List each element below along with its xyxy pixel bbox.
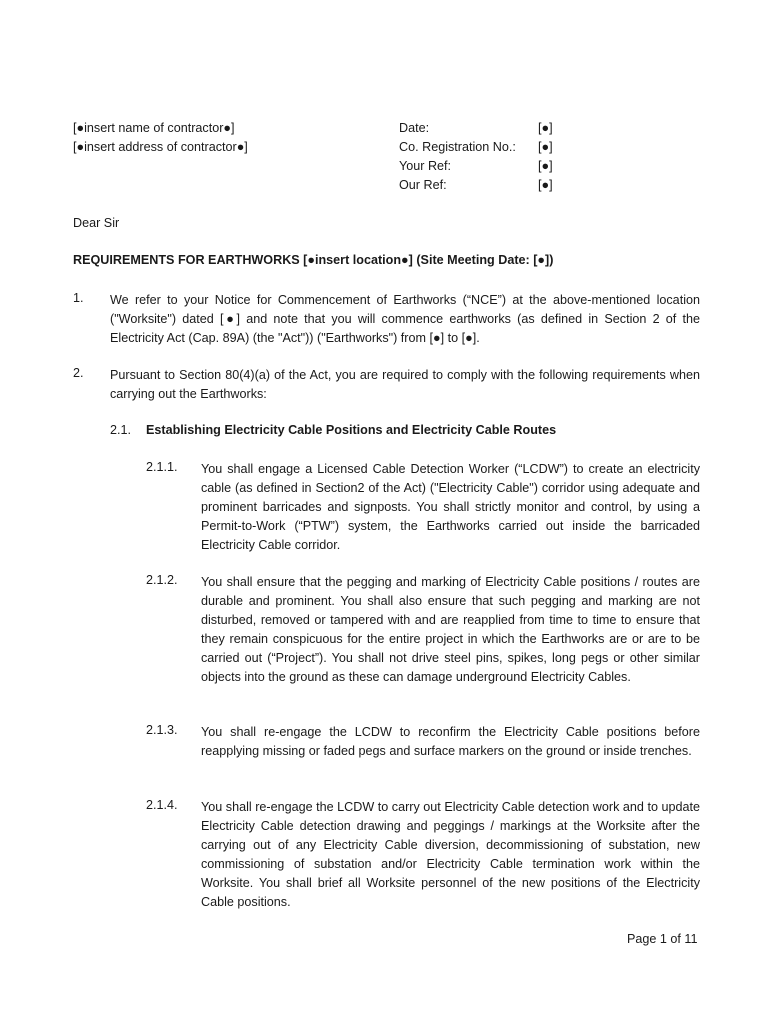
recipient-address: [●insert address of contractor●] [73,140,248,154]
date-label: Date: [399,121,430,135]
paragraph-2-number: 2. [73,366,84,380]
subparagraph-2-1-3-text: You shall re-engage the LCDW to reconfirm the Electricity Cable positions before reapplying missing or faded pegs and surface markers on the ground or inside trenches. [201,725,700,758]
subparagraph-2-1-2-number: 2.1.2. [146,573,178,587]
registration-label: Co. Registration No.: [399,140,516,154]
subject-line: REQUIREMENTS FOR EARTHWORKS [●insert location●] (Site Meeting Date: [●]) [73,253,554,267]
salutation: Dear Sir [73,216,120,230]
section-heading: Establishing Electricity Cable Positions and Electricity Cable Routes [146,423,557,437]
our-ref-label: Our Ref: [399,178,447,192]
your-ref-label: Your Ref: [399,159,452,173]
subparagraph-2-1-1-number: 2.1.1. [146,460,178,474]
subparagraph-2-1-4-number: 2.1.4. [146,798,178,812]
subparagraph-2-1-3-number: 2.1.3. [146,723,178,737]
section-number: 2.1. [110,423,132,437]
subparagraph-2-1-1-text: You shall engage a Licensed Cable Detection Worker (“LCDW”) to create an electricity cable (as defined in Section2 of the Act) ("Electricity Cable") corridor using adequate and prominent barricades and signposts. You shall strictly monitor and control, by using a Permit-to-Work (“PTW”) system, the Earthworks carried out inside the barricaded Electricity Cable corridor. [201,462,700,552]
paragraph-2-text: Pursuant to Section 80(4)(a) of the Act, you are required to comply with the following requirements when carrying out the Earthworks: [110,368,700,401]
page-number: Page 1 of 11 [627,932,698,946]
date-value: [●] [538,121,553,135]
paragraph-1-number: 1. [73,291,84,305]
subparagraph-2-1-4-text: You shall re-engage the LCDW to carry out Electricity Cable detection work and to update Electricity Cable detection drawing and peggings / markings at the Worksite after the carrying out of any Electricity Cable diversion, decommissioning of substation, new commissioning of substation and/or Electricity Cable termination work within the Worksite. You shall brief all Worksite personnel of the new positions of the Electricity Cable positions. [201,800,700,909]
paragraph-1-text: We refer to your Notice for Commencement of Earthworks (“NCE”) at the above-mentioned location ("Worksite") dated [●] and note that you will commence earthworks (as defined in Section 2 of the Electricity Act (Cap. 89A) (the "Act")) ("Earthworks") from [●] to [●]. [110,293,700,345]
registration-value: [●] [538,140,553,154]
our-ref-value: [●] [538,178,553,192]
your-ref-value: [●] [538,159,553,173]
recipient-name: [●insert name of contractor●] [73,121,235,135]
subparagraph-2-1-2-text: You shall ensure that the pegging and marking of Electricity Cable positions / routes are durable and prominent. You shall also ensure that such pegging and marking are not disturbed, removed or tampered with and are reapplied from time to time to ensure that they remain conspicuous for the entire project in which the Earthworks are or are to be carried out (“Project”). You shall not drive steel pins, spikes, long pegs or other similar objects into the ground as these can damage underground Electricity Cables. [201,575,700,684]
